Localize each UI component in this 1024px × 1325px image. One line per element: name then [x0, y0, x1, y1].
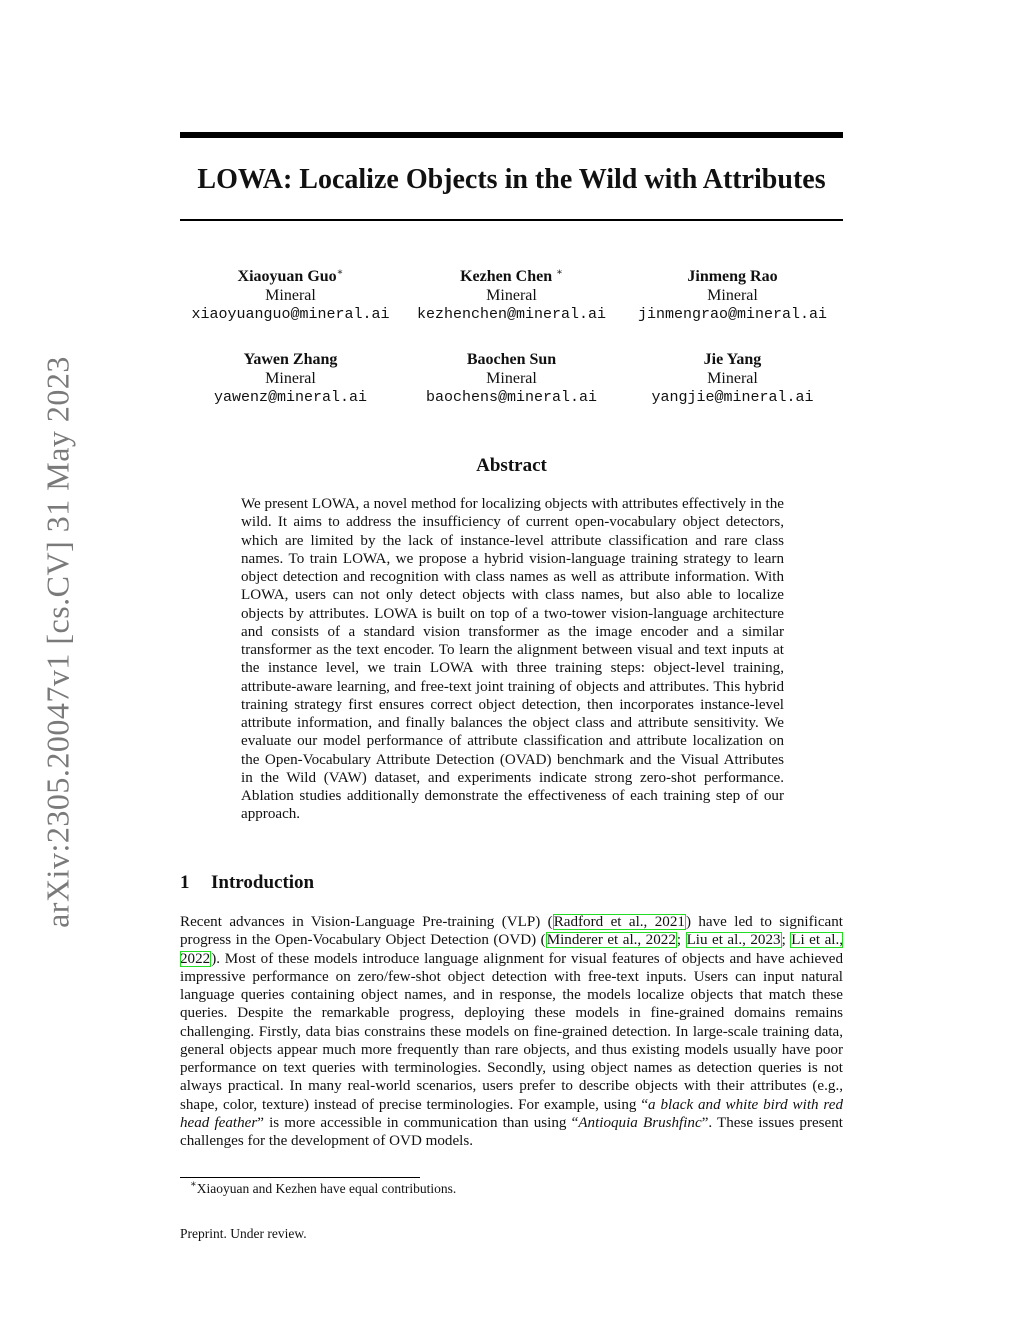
footnote	[190, 1180, 456, 1197]
citation-link[interactable]: Liu et al., 2023	[686, 932, 781, 949]
author-email: yawenz@mineral.ai	[213, 389, 368, 406]
author-affiliation: Mineral	[265, 287, 316, 304]
author-affiliation: Mineral	[486, 287, 537, 304]
author-affiliation: Mineral	[486, 370, 537, 387]
example-terminology: Antioquia Brushfinc	[578, 1114, 702, 1131]
author	[622, 350, 843, 416]
arxiv-identifier: arXiv:2305.20047v1 [cs.CV] 31 May 2023	[39, 356, 76, 928]
author-name: Kezhen Chen ∗	[460, 267, 563, 285]
author-affiliation: Mineral	[265, 370, 316, 387]
section-number: 1	[180, 872, 190, 893]
author-affiliation: Mineral	[707, 370, 758, 387]
author-row	[180, 267, 843, 333]
page-footer: Preprint. Under review.	[180, 1226, 307, 1241]
author-row	[180, 350, 843, 416]
author-block	[180, 267, 843, 433]
footnote-rule	[180, 1177, 420, 1178]
author-name: Yawen Zhang	[243, 351, 338, 368]
footnote-mark: ∗	[190, 1179, 197, 1190]
section-heading-introduction	[180, 872, 314, 894]
example-query: a black and white bird with red head feather	[180, 1096, 843, 1131]
title-rule-top	[180, 132, 843, 138]
equal-contribution-mark[interactable]: ∗	[556, 267, 563, 278]
citation-link[interactable]: Minderer et al., 2022	[546, 932, 676, 949]
author-email: xiaoyuanguo@mineral.ai	[191, 306, 390, 323]
author	[401, 267, 622, 333]
author-name: Xiaoyuan Guo∗	[237, 267, 344, 285]
citation-link[interactable]: Radford et al., 2021	[553, 914, 685, 930]
footnote-text: Xiaoyuan and Kezhen have equal contributions.	[196, 1181, 457, 1196]
author-email: yangjie@mineral.ai	[651, 389, 814, 406]
equal-contribution-mark[interactable]: ∗	[336, 267, 344, 278]
author-name: Jinmeng Rao	[687, 268, 778, 285]
paper-title: LOWA: Localize Objects in the Wild with Attributes	[197, 164, 826, 195]
author-affiliation: Mineral	[707, 287, 758, 304]
author-name: Baochen Sun	[466, 351, 557, 368]
abstract-heading: Abstract	[476, 455, 547, 476]
author	[180, 267, 401, 333]
author	[180, 350, 401, 416]
author	[622, 267, 843, 333]
introduction-paragraph: Recent advances in Vision-Language Pre-training (VLP) (Radford et al., 2021) have led to significant progress in the Open-Vocabulary Object Detection (OVD) (Minderer et al., 2022; Liu et al., 2023; Li et al., 2022). Most of these models introduce language alignment for visual features of objects and have achieved impressive performance on zero/few-shot object detection with free-text inputs. Users can input natural language queries containing object names, and in response, the models localize objects that match these queries. Despite the remarkable progress, deploying these models in fine-grained domains remains challenging. Firstly, data bias constrains these models on fine-grained detection. In large-scale training data, general objects appear much more frequently than rare objects, and thus existing models usually have poor performance on text queries with terminologies. Secondly, using object names as detection queries is not always practical. In many real-world scenarios, users prefer to describe objects with their attributes (e.g., shape, color, texture) instead of precise terminologies. For example, using “a black and white bird with red head feather” is more accessible in communication than using “Antioquia Brushfinc”. These issues present challenges for the development of OVD models.	[180, 914, 844, 1149]
author-email: kezhenchen@mineral.ai	[416, 306, 607, 323]
author-email: baochens@mineral.ai	[425, 389, 598, 406]
author-name: Jie Yang	[703, 351, 762, 368]
citation-link[interactable]: Li et al., 2022	[180, 932, 844, 967]
title-rule-bottom	[180, 219, 843, 221]
author-email: jinmengrao@mineral.ai	[637, 306, 828, 323]
author	[401, 350, 622, 416]
section-title: Introduction	[211, 872, 315, 893]
abstract-body: We present LOWA, a novel method for localizing objects with attributes effectively in the wild. It aims to address the insufficiency of current open-vocabulary object detectors, which are limited by the lack of instance-level attribute classification and rare class names. To train LOWA, we propose a hybrid vision-language training strategy to learn object detection and recognition with class names as well as attribute information. With LOWA, users can not only detect objects with class names, but also able to localize objects by attributes. LOWA is built on top of a two-tower vision-language architecture and consists of a standard vision transformer as the image encoder and a similar transformer as the text encoder. To learn the alignment between visual and text inputs at the instance level, we train LOWA with three training steps: object-level training, attribute-aware learning, and free-text joint training of objects and attributes. This hybrid training strategy first ensures correct object detection, then incorporates instance-level attribute information, and finally balances the object class and attribute sensitivity. We evaluate our model performance of attribute classification and attribute localization on the Open-Vocabulary Attribute Detection (OVAD) benchmark and the Visual Attributes in the Wild (VAW) dataset, and experiments indicate strong zero-shot performance. Ablation studies additionally demonstrate the effectiveness of each training step of our approach.	[241, 496, 784, 823]
